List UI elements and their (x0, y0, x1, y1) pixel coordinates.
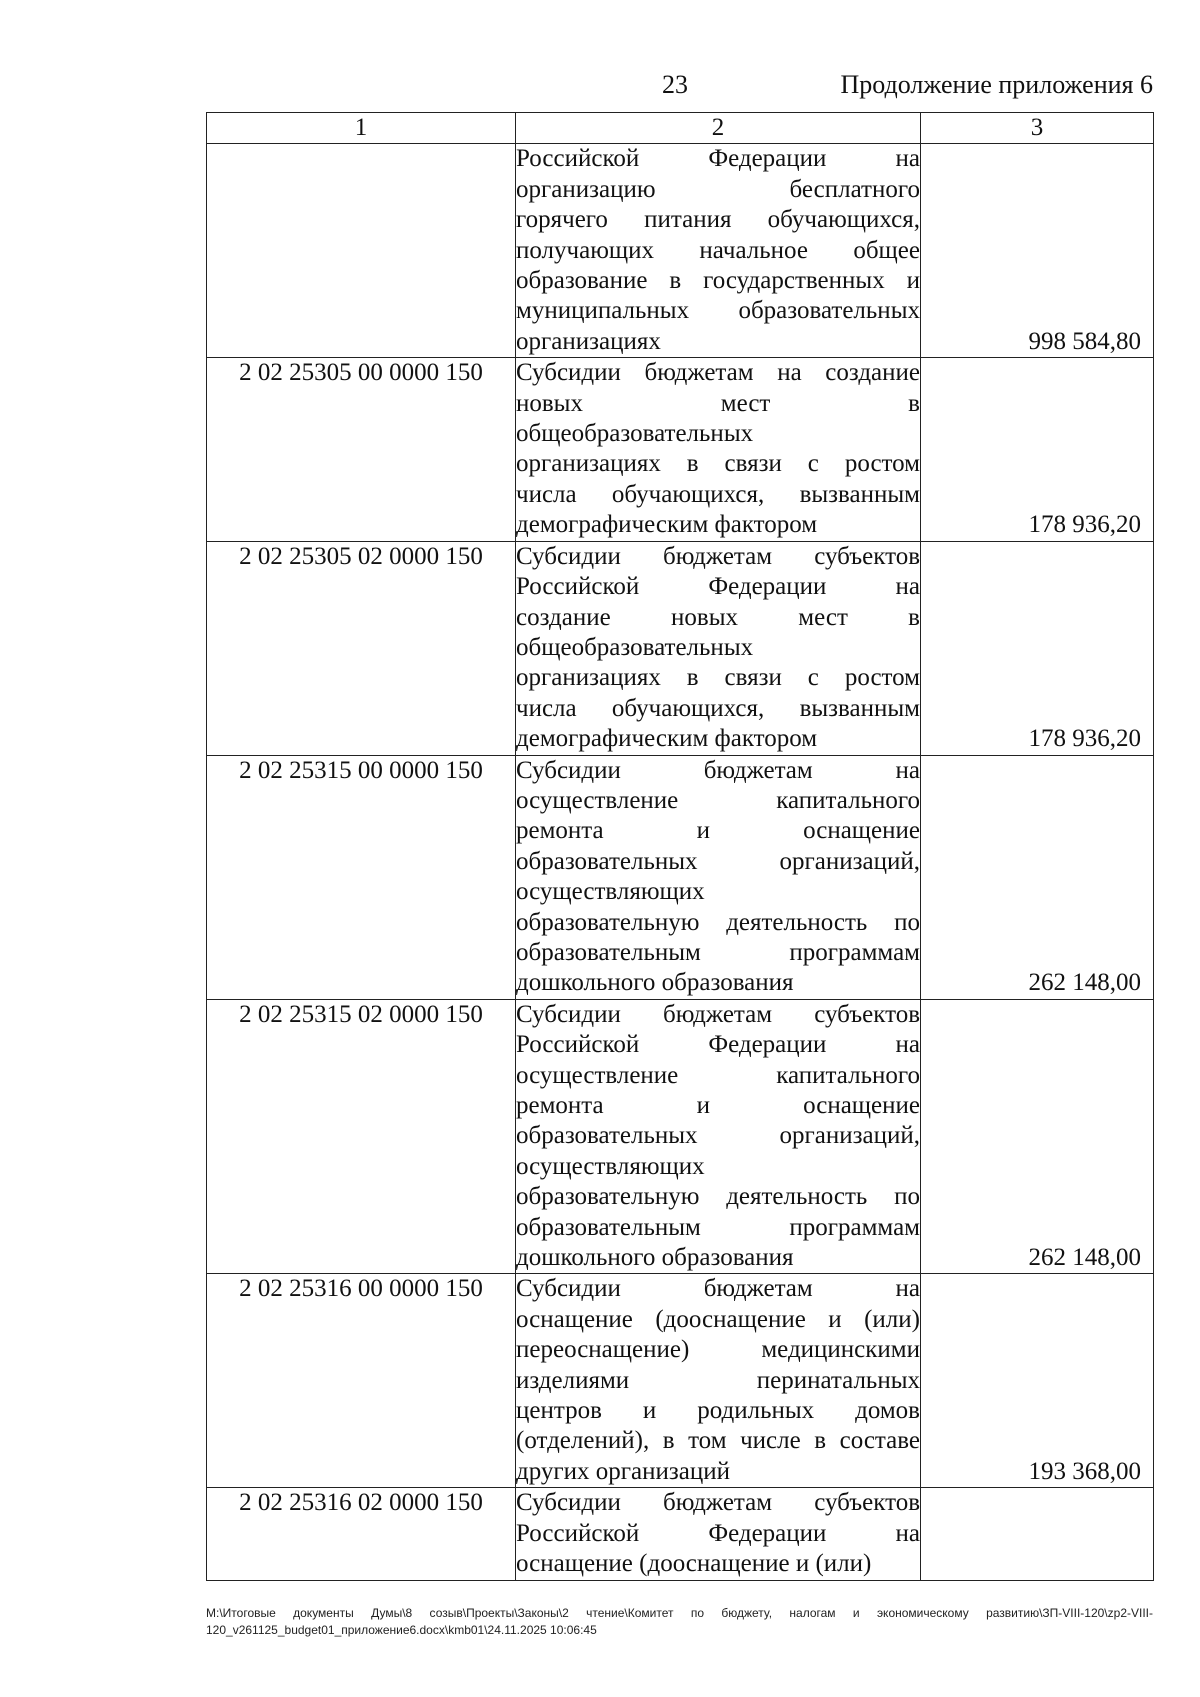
table-row (207, 144, 1154, 358)
description-line: новых мест в (516, 389, 920, 417)
table-row (207, 1274, 1154, 1488)
description-line: (отделений), в том числе в составе (516, 1427, 920, 1455)
description-line: Субсидии бюджетам на (516, 756, 920, 784)
description-line: центров и родильных домов (516, 1397, 920, 1425)
description-line: Российской Федерации на (516, 1031, 920, 1059)
description-line: числа обучающихся, вызванным (516, 480, 920, 508)
description-line: ремонта и оснащение (516, 817, 920, 845)
page-number: 23 (662, 70, 688, 99)
budget-code: 2 02 25315 02 0000 150 (207, 999, 516, 1274)
description-line: образовательным программам (516, 938, 920, 966)
description-line: общеобразовательных (516, 420, 754, 448)
column-number-3: 3 (921, 113, 1154, 144)
budget-code (207, 144, 516, 358)
budget-code: 2 02 25305 00 0000 150 (207, 358, 516, 541)
description-line: осуществление капитального (516, 786, 920, 814)
description-line: образование в государственных и (516, 267, 920, 295)
budget-description (516, 1488, 921, 1580)
budget-description (516, 541, 921, 755)
budget-description (516, 755, 921, 999)
description-line: Субсидии бюджетам субъектов (516, 1489, 920, 1517)
description-line: демографическим фактором (516, 511, 818, 539)
description-line: дошкольного образования (516, 969, 794, 997)
table-row (207, 999, 1154, 1274)
description-line: горячего питания обучающихся, (516, 206, 920, 234)
table-row (207, 1488, 1154, 1580)
description-line: Субсидии бюджетам субъектов (516, 542, 920, 570)
table-row (207, 755, 1154, 999)
budget-description (516, 1274, 921, 1488)
description-line: других организаций (516, 1457, 730, 1485)
description-line: Субсидии бюджетам субъектов (516, 1000, 920, 1028)
column-number-1: 1 (207, 113, 516, 144)
budget-amount: 178 936,20 (921, 358, 1154, 541)
description-line: образовательных организаций, (516, 1122, 920, 1150)
budget-amount: 178 936,20 (921, 541, 1154, 755)
column-number-row (207, 113, 1154, 144)
description-line: получающих начальное общее (516, 236, 920, 264)
budget-amount (921, 1488, 1154, 1580)
table-row (207, 358, 1154, 541)
description-line: организацию бесплатного (516, 175, 920, 203)
budget-description (516, 999, 921, 1274)
budget-code: 2 02 25315 00 0000 150 (207, 755, 516, 999)
description-line: оснащение (дооснащение и (или) (516, 1550, 872, 1578)
description-line: организациях в связи с ростом (516, 450, 920, 478)
description-line: осуществление капитального (516, 1061, 920, 1089)
budget-amount: 262 148,00 (921, 999, 1154, 1274)
description-line: организациях в связи с ростом (516, 664, 920, 692)
description-line: Субсидии бюджетам на (516, 1275, 920, 1303)
budget-description (516, 144, 921, 358)
description-line: образовательную деятельность по (516, 908, 920, 936)
column-number-2: 2 (516, 113, 921, 144)
budget-amount: 262 148,00 (921, 755, 1154, 999)
description-line: организациях (516, 327, 661, 355)
description-line: муниципальных образовательных (516, 297, 920, 325)
description-line: Российской Федерации на (516, 145, 920, 173)
budget-code: 2 02 25316 02 0000 150 (207, 1488, 516, 1580)
description-line: Российской Федерации на (516, 573, 920, 601)
budget-table (206, 112, 1154, 1581)
budget-code: 2 02 25316 00 0000 150 (207, 1274, 516, 1488)
description-line: дошкольного образования (516, 1244, 794, 1272)
budget-description (516, 358, 921, 541)
description-line: создание новых мест в (516, 603, 920, 631)
appendix-continuation-title: Продолжение приложения 6 (840, 70, 1153, 99)
description-line: переоснащение) медицинскими (516, 1336, 920, 1364)
description-line: ремонта и оснащение (516, 1092, 920, 1119)
description-line: Субсидии бюджетам на создание (516, 359, 920, 387)
description-line: демографическим фактором (516, 725, 818, 753)
budget-code: 2 02 25305 02 0000 150 (207, 541, 516, 755)
description-line: осуществляющих (516, 878, 705, 906)
description-line: осуществляющих (516, 1152, 705, 1180)
description-line: образовательную деятельность по (516, 1183, 920, 1211)
table-row (207, 541, 1154, 755)
description-line: числа обучающихся, вызванным (516, 694, 920, 722)
description-line: общеобразовательных (516, 633, 754, 661)
description-line: изделиями перинатальных (516, 1366, 920, 1394)
description-line: образовательным программам (516, 1213, 920, 1241)
budget-amount: 998 584,80 (921, 144, 1154, 358)
file-path-footer: М:\Итоговые документы Думы\8 созыв\Проекты\Законы\2 чтение\Комитет по бюджету, налогам и экономическому развитию\ЗП-VIII-120\zp2-VIII-120_v261125_budget01_приложение6.docx\kmb01\24.11.2025 10:06:45 (206, 1606, 1153, 1637)
description-line: Российской Федерации на (516, 1519, 920, 1547)
description-line: оснащение (дооснащение и (или) (516, 1305, 920, 1333)
description-line: образовательных организаций, (516, 847, 920, 875)
budget-amount: 193 368,00 (921, 1274, 1154, 1488)
